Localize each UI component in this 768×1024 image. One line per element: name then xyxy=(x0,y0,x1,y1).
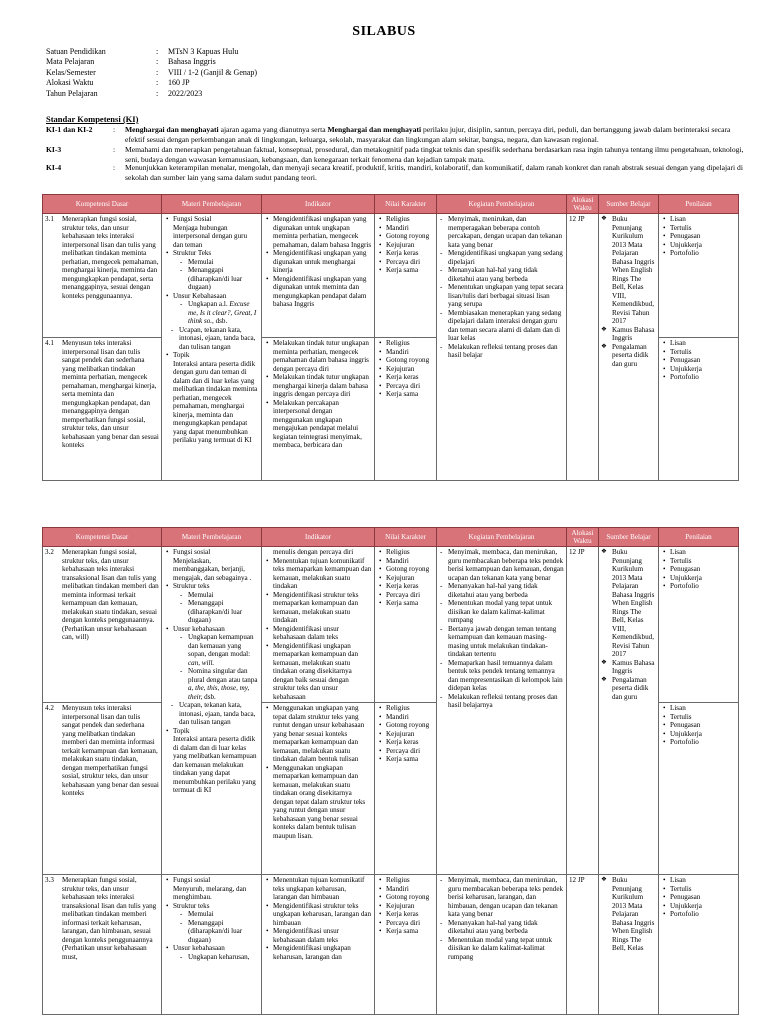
sumber-cell: ❖ Buku Penunjang Kurikulum 2013 Mata Pelajaran Bahasa Inggris When English Rings The Bell, Kelas xyxy=(599,875,659,1015)
meta-row: Tahun Pelajaran : 2022/2023 xyxy=(46,88,203,98)
nilai-cell: • Religius • Mandiri • Gotong royong • Kejujuran • Kerja keras • Percaya diri • Kerja sama xyxy=(375,547,437,703)
ki-4: KI-4 : Menunjukkan keterampilan menalar, mengolah, dan menyaji secara kreatif, produktif, kritis, mandiri, kolaboratif, dan komunikatif, dalam ranah konkret dan ranah abstrak sesuai dengan yang dipelajari di sekolah dan sumber lain yang sama dalam sudut pandang teori. xyxy=(46,163,746,182)
indikator-cell: menulis dengan percaya diri • Menentukan tujuan komunikatif teks memaparkan kemampuan dan kemauan, melakukan suatu tindakan • Mengidentifikasi struktur teks memaparkan kemampuan dan kemauan, melakukan suatu tindakan • Mengidentifikasi unsur kebahasaan dalam teks • Mengidentifikasi ungkapan memaparkan kemampuan dan kemauan, melakukan suatu tindakan orang disekitarnya dengan baik sesuai dengan struktur teks dan unsur kebahasaan xyxy=(262,547,375,703)
ki-1-2: KI-1 dan KI-2 : Menghargai dan menghayati ajaran agama yang dianutnya serta Menghargai dan menghayati perilaku jujur, disiplin, santun, percaya diri, peduli, dan bertanggung jawab dalam berinteraksi secara efektif sesuai dengan perkembangan anak di lingkungan, keluarga, sekolah, masyarakat dan lingkungan alam sekitar, bangsa, negara, dan kawasan regional. xyxy=(46,125,746,144)
col-header: Nilai Karakter xyxy=(375,195,437,214)
meta-value: VIII / 1-2 (Ganjil & Genap) xyxy=(168,67,258,77)
identity-block xyxy=(46,47,257,99)
syllabus-table-2 xyxy=(42,527,739,1015)
alokasi-cell: 12 JP xyxy=(567,214,599,481)
table-row xyxy=(43,547,739,703)
kd-cell: 3.2 Menerapkan fungsi sosial, struktur teks, dan unsur kebahasaan teks interaksi transaksional lisan dan tulis yang melibatkan tindakan memberi dan meminta informasi terkait kemampuan dan kemauan, melakukan suatu tindakan, sesuai dengan konteks penggunaannya. (Perhatikan unsur kebahasaan can, will) xyxy=(43,547,162,703)
col-header: Sumber Belajar xyxy=(599,195,659,214)
penilaian-cell: • Lisan • Tertulis • Penugasan • Unjukkerja • Portofolio xyxy=(659,338,739,481)
kd-cell: 4.1 Menyusun teks interaksi interpersonal lisan dan tulis sangat pendek dan sederhana yang melibatkan tindakan meminta perhatian, mengecek pemahaman, menghargai kinerja, serta meminta dan mengungkapkan pendapat, dan menanggapinya dengan memperhatikan fungsi sosial, struktur teks, dan unsur kebahasaan yang benar dan sesuai konteks xyxy=(43,338,162,481)
ki-text: Menunjukkan keterampilan menalar, mengolah, dan menyaji secara kreatif, produktif, kritis, mandiri, kolaboratif, dan komunikatif, dalam ranah konkret dan ranah abstrak sesuai dengan yang dipelajari di sekolah dan sumber lain yang sama dalam sudut pandang teori. xyxy=(125,163,743,182)
table-header xyxy=(43,195,739,214)
kd-cell: 3.3 Menerapkan fungsi sosial, struktur teks, dan unsur kebahasaan teks interaksi transaksional lisan dan tulis yang melibatkan tindakan memberi informasi terkait keharusan, larangan, dan himbauan, sesuai dengan konteks penggunaannya (Perhatikan unsur kebahasaan must, xyxy=(43,875,162,1015)
sumber-cell: ❖ Buku Penunjang Kurikulum 2013 Mata Pelajaran Bahasa Inggris When English Rings The Bell, Kelas VIII, Kemendikbud, Revisi Tahun 2017 ❖ Kamus Bahasa Inggris ❖ Pengalaman peserta didik dan guru xyxy=(599,547,659,875)
col-header: Kompetensi Dasar xyxy=(43,528,162,547)
meta-label: Tahun Pelajaran xyxy=(46,88,98,98)
penilaian-cell: • Lisan • Tertulis • Penugasan • Unjukkerja • Portofolio xyxy=(659,547,739,703)
kegiatan-cell: - Menyimak, membaca, dan menirukan, guru membacakan beberapa teks pendek berisi kemampuan dan kemauan, dengan ucapan dan tekanan kata yang benar - Menanyakan hal-hal yang tidak diketahui atau yang berbeda - Menentukan modal yang tepat untuk diisikan ke dalam kalimat-kalimat rumpang - Bertanya jawab dengan teman tentang kemampuan dan kemauan masing-masing untuk melakukan tindakan-tindakan tertentu - Memaparkan hasil temuannya dalam bentuk teks pendek tentang temannya dan mempresentasikan di kelompok lain didepan kelas - Melakukan refleksi tentang proses dan hasil belajarnya xyxy=(437,547,567,875)
meta-row: Satuan Pendidikan : MTsN 3 Kapuas Hulu xyxy=(46,47,239,56)
col-header: Indikator xyxy=(262,195,375,214)
indikator-cell: • Menggunakan ungkapan yang tepat dalam struktur teks yang runtut dengan unsur kebahasaan yang benar sesuai konteks memaparkan kemampuan dan kemauan, melakukan suatu tindakan dalam bentuk tulisan • Menggunakan ungkapan memaparkan kemampuan dan kemauan, melakukan suatu tindakan orang disekitarnya dengan tepat dalam struktur teks yang runtut dengan unsur kebahasaan yang benar sesuai konteks dalam bentuk tulisan maupun lisan. xyxy=(262,703,375,875)
meta-label: Alokasi Waktu xyxy=(46,78,94,88)
meta-label: Mata Pelajaran xyxy=(46,57,95,67)
table-header xyxy=(43,528,739,547)
nilai-cell: • Religius • Mandiri • Gotong royong • Kejujuran • Kerja keras • Percaya diri • Kerja sama xyxy=(375,214,437,338)
kegiatan-cell: - Menyimak, menirukan, dan memperagakan beberapa contoh percakapan, dengan ucapan dan tekanan kata yang benar - Mengidentifikasi ungkapan yang sedang dipelajari - Menanyakan hal-hal yang tidak diketahui atau yang berbeda - Menentukan ungkapan yang tepat secara lisan/tulis dari berbagai situasi lisan yang serupa - Membiasakan menerapkan yang sedang dipelajari dalam interaksi dengan guru dan teman secara alami di dalam dan di luar kelas - Melakukan refleksi tentang proses dan hasil belajar xyxy=(437,214,567,481)
meta-value: MTsN 3 Kapuas Hulu xyxy=(168,47,239,56)
page-title: SILABUS xyxy=(352,24,416,39)
materi-cell: • Fungsi Sosial Menjaga hubungan interpersonal dengan guru dan teman • Struktur Teks - Memulai - Menanggapi (diharapkan/di luar dugaan) • Unsur Kebahasaan - Ungkapan a.l. Excuse me, Is it clear?, Great, I think so., dsb. - Ucapan, tekanan kata, intonasi, ejaan, tanda baca, dan tulisan tangan • Topik Interaksi antara peserta didik dengan guru dan teman di dalam dan di luar kelas yang melibatkan tindakan meminta perhatian, mengecek pemahaman, menghargai kinerja, meminta dan mengungkapkan pendapat yang dapat menumbuhkan perilaku yang termuat di KI xyxy=(162,214,262,481)
col-header: Kompetensi Dasar xyxy=(43,195,162,214)
indikator-cell: • Melakukan tindak tutur ungkapan meminta perhatian, mengecek pemahaman dalam bahasa inggris dengan percaya diri • Melakukan tindak tutur ungkapan menghargai kinerja dalam bahasa inggris dengan percaya diri • Melakukan percakapan interpersonal dengan menggunakan ungkapan mengajukan pendapat melalui kegiatan teintegrasi menyimak, membaca, berbicara dan xyxy=(262,338,375,481)
kegiatan-cell: - Menyimak, membaca, dan menirukan, guru membacakan beberapa teks pendek berisi keharusan, larangan, dan himbauan, dengan ucapan dan tekanan kata yang benar - Menanyakan hal-hal yang tidak diketahui atau yang berbeda - Menentukan modal yang tepat untuk diisikan ke dalam kalimat-kalimat rumpang xyxy=(437,875,567,1015)
col-header: Alokasi Waktu xyxy=(567,195,599,214)
nilai-cell: • Religius • Mandiri • Gotong royong • Kejujuran • Kerja keras • Percaya diri • Kerja sama xyxy=(375,875,437,1015)
syllabus-table-1 xyxy=(42,194,739,481)
col-header: Penilaian xyxy=(659,195,739,214)
col-header: Indikator xyxy=(262,528,375,547)
ki-label: KI-1 dan KI-2 xyxy=(46,125,93,134)
nilai-cell: • Religius • Mandiri • Gotong royong • Kejujuran • Kerja keras • Percaya diri • Kerja sama xyxy=(375,703,437,875)
col-header: Materi Pembelajaran xyxy=(162,528,262,547)
materi-cell: • Fungsi sosial Menyuruh, melarang, dan menghimbau. • Struktur teks - Memulai - Menanggapi (diharapkan/di luar dugaan) • Unsur kebahasaan - Ungkapan keharusan, xyxy=(162,875,262,1015)
ki-label: KI-4 xyxy=(46,163,62,172)
meta-label: Satuan Pendidikan xyxy=(46,47,106,56)
col-header: Alokasi Waktu xyxy=(567,528,599,547)
nilai-cell: • Religius • Mandiri • Gotong royong • Kejujuran • Kerja keras • Percaya diri • Kerja sama xyxy=(375,338,437,481)
meta-value: 160 JP xyxy=(168,78,190,88)
penilaian-cell: • Lisan • Tertulis • Penugasan • Unjukkerja • Portofolio xyxy=(659,703,739,875)
table-row xyxy=(43,214,739,338)
penilaian-cell: • Lisan • Tertulis • Penugasan • Unjukkerja • Portofolio xyxy=(659,214,739,338)
col-header: Penilaian xyxy=(659,528,739,547)
kd-cell: 4.2 Menyusun teks interaksi interpersonal lisan dan tulis sangat pendek dan sederhana yang melibatkan tindakan memberi dan meminta informasi terkait kemampuan dan kemauan, melakukan suatu tindakan, dengan memperhatikan fungsi sosial, struktur teks, dan unsur kebahasaan yang benar dan sesuai konteks xyxy=(43,703,162,875)
ki-label: KI-3 xyxy=(46,145,62,154)
meta-value: 2022/2023 xyxy=(168,88,203,98)
ki-3: KI-3 : Memahami dan menerapkan pengetahuan faktual, konseptual, prosedural, dan metakognitif pada tingkat teknis dan spesifik sederhana berdasarkan rasa ingin tahunya tentang ilmu pengetahuan, teknologi, seni, budaya dengan wawasan kemanusiaan, kebangsaan, dan kenegaraan terkait fenomena dan kejadian tampak mata. xyxy=(46,145,746,164)
indikator-cell: • Menentukan tujuan komunikatif teks ungkapan keharusan, larangan dan himbauan • Mengidentifikasi struktur teks ungkapan keharusan, larangan dan himbauan • Mengidentifikasi unsur kebahasaan dalam teks • Mengidentifikasi ungkapan keharusan, larangan dan xyxy=(262,875,375,1015)
meta-label: Kelas/Semester xyxy=(46,67,96,77)
alokasi-cell: 12 JP xyxy=(567,547,599,875)
kd-cell: 3.1 Menerapkan fungsi sosial, struktur teks, dan unsur kebahasaan teks interaksi interpersonal lisan dan tulis yang melibatkan tindakan meminta perhatian, mengecek pemahaman, menghargai kinerja, meminta dan mengungkapkan pendapat, serta menanggapinya, sesuai dengan konteks penggunaannya. xyxy=(43,214,162,338)
ki-text: Memahami dan menerapkan pengetahuan faktual, konseptual, prosedural, dan metakognitif pada tingkat teknis dan spesifik sederhana berdasarkan rasa ingin tahunya tentang ilmu pengetahuan, teknologi, seni, budaya dengan wawasan kemanusiaan, kebangsaan, dan kenegaraan terkait fenomena dan kejadian tampak mata. xyxy=(125,145,744,164)
alokasi-cell: 12 JP xyxy=(567,875,599,1015)
ki-text: Menghargai dan menghayati ajaran agama yang dianutnya serta Menghargai dan menghayati perilaku jujur, disiplin, santun, percaya diri, peduli, dan bertanggung jawab dalam berinteraksi secara efektif sesuai dengan perkembangan anak di lingkungan, keluarga, sekolah, masyarakat dan lingkungan alam sekitar, bangsa, negara, dan kawasan regional. xyxy=(125,125,731,144)
col-header: Kegiatan Pembelajaran xyxy=(437,195,567,214)
table-row xyxy=(43,875,739,1015)
col-header: Sumber Belajar xyxy=(599,528,659,547)
col-header: Materi Pembelajaran xyxy=(162,195,262,214)
sumber-cell: ❖ Buku Penunjang Kurikulum 2013 Mata Pelajaran Bahasa Inggris When English Rings The Bell, Kelas VIII, Kemendikbud, Revisi Tahun 2017 ❖ Kamus Bahasa Inggris ❖ Pengalaman peserta didik dan guru xyxy=(599,214,659,481)
col-header: Nilai Karakter xyxy=(375,528,437,547)
meta-row: Kelas/Semester : VIII / 1-2 (Ganjil & Genap) xyxy=(46,67,258,77)
col-header: Kegiatan Pembelajaran xyxy=(437,528,567,547)
materi-cell: • Fungsi sosial Menjelaskan, membanggakan, berjanji, mengajak, dan sebagainya . • Struktur teks - Memulai - Menanggapi (diharapkan/di luar dugaan) • Unsur kebahasaan - Ungkapan kemampuan dan kemauan yang sopan, dengan modal: can, will. - Nomina singular dan plural dengan atau tanpa a, the, this, those, my, their, dsb. - Ucapan, tekanan kata, intonasi, ejaan, tanda baca, dan tulisan tangan • Topik Interaksi antara peserta didik di dalam dan di luar kelas yang melibatkan kemampuan dan kemauan melakukan tindakan yang dapat menumbuhkan perilaku yang termuat di KI xyxy=(162,547,262,875)
meta-row: Mata Pelajaran : Bahasa Inggris xyxy=(46,57,216,67)
ki-heading: Standar Kompetensi (KI) xyxy=(46,114,139,124)
indikator-cell: • Mengidentifikasi ungkapan yang digunakan untuk ungkapan meminta perhatian, mengecek pemahaman, dalam bahasa Inggris • Mengidentifikasi ungkapan yang digunakan untuk menghargai kinerja • Mengidentifikasi ungkapan yang digunakan untuk meminta dan mengungkapkan pendapat dalam bahasa Inggris xyxy=(262,214,375,338)
penilaian-cell: • Lisan • Tertulis • Penugasan • Unjukkerja • Portofolio xyxy=(659,875,739,1015)
meta-row: Alokasi Waktu : 160 JP xyxy=(46,78,190,88)
meta-value: Bahasa Inggris xyxy=(168,57,216,67)
